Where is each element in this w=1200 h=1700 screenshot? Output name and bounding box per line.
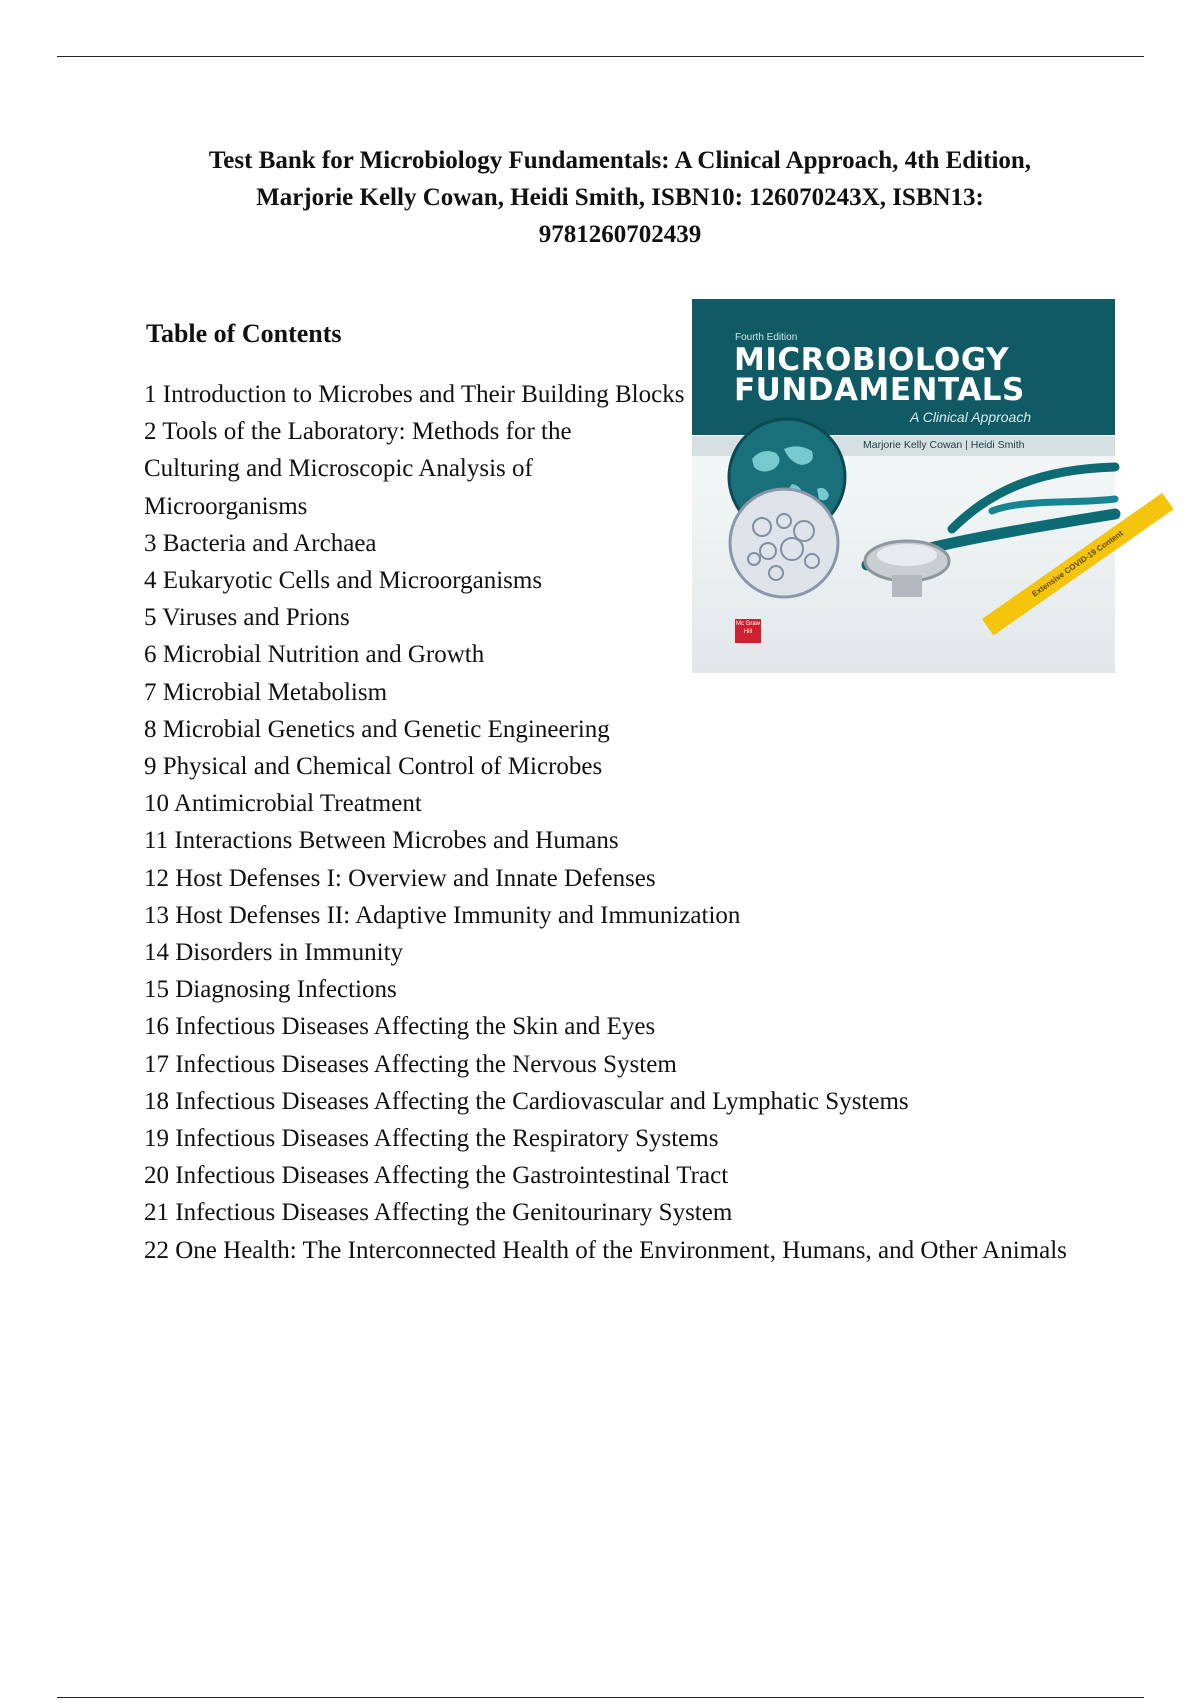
document-title-line-2: Marjorie Kelly Cowan, Heidi Smith, ISBN10: 126070243X, ISBN13: [256,184,984,211]
toc-item: 11 Interactions Between Microbes and Humans [144,827,619,855]
toc-item: 2 Tools of the Laboratory: Methods for the Culturing and Microscopic Analysis of Microorganisms [144,418,572,520]
cover-artwork [692,299,1115,673]
cover-edition: Fourth Edition [735,332,798,343]
toc-item: 3 Bacteria and Archaea [144,529,377,557]
toc-item: 18 Infectious Diseases Affecting the Cardiovascular and Lymphatic Systems [144,1087,909,1115]
document-title [130,142,1110,253]
top-rule [57,56,1144,57]
toc-item: 15 Diagnosing Infections [144,976,397,1004]
toc-item: 5 Viruses and Prions [144,604,350,632]
toc-item: 10 Antimicrobial Treatment [144,790,422,818]
cover-title-line-1: MICROBIOLOGY [734,342,1010,378]
stethoscope-stem [892,575,922,597]
toc-item: 6 Microbial Nutrition and Growth [144,641,485,669]
toc-item: 9 Physical and Chemical Control of Microbes [144,753,603,781]
toc-item: 4 Eukaryotic Cells and Microorganisms [144,567,543,595]
book-cover-image [692,299,1125,673]
document-title-line-1: Test Bank for Microbiology Fundamentals: A Clinical Approach, 4th Edition, [208,147,1032,174]
toc-item: 22 One Health: The Interconnected Health of the Environment, Humans, and Other Animals [144,1236,1067,1264]
cover-authors: Marjorie Kelly Cowan | Heidi Smith [863,439,1025,451]
publisher-logo: Mc Graw Hill [735,619,761,643]
toc-item: 19 Infectious Diseases Affecting the Respiratory Systems [144,1125,719,1153]
toc-item: 12 Host Defenses I: Overview and Innate Defenses [144,864,656,892]
toc-item: 13 Host Defenses II: Adaptive Immunity and Immunization [144,901,741,929]
toc-heading: Table of Contents [146,319,342,348]
cover-subtitle: A Clinical Approach [910,409,1032,425]
bottom-rule [57,1697,1144,1698]
toc-item: 20 Infectious Diseases Affecting the Gastrointestinal Tract [144,1162,729,1190]
cover-title-line-2: FUNDAMENTALS [734,372,1025,408]
toc-item: 7 Microbial Metabolism [144,678,388,706]
cover-covid-ribbon: Extensive COVID-19 Content [982,493,1174,636]
toc-item: 17 Infectious Diseases Affecting the Nervous System [144,1050,677,1078]
toc-item: 14 Disorders in Immunity [144,939,404,967]
toc-item: 21 Infectious Diseases Affecting the Genitourinary System [144,1199,733,1227]
toc-item: 8 Microbial Genetics and Genetic Engineering [144,715,610,743]
toc-item: 1 Introduction to Microbes and Their Building Blocks [144,381,685,408]
toc-item: 16 Infectious Diseases Affecting the Skin and Eyes [144,1013,656,1041]
document-title-line-3: 9781260702439 [538,221,702,248]
